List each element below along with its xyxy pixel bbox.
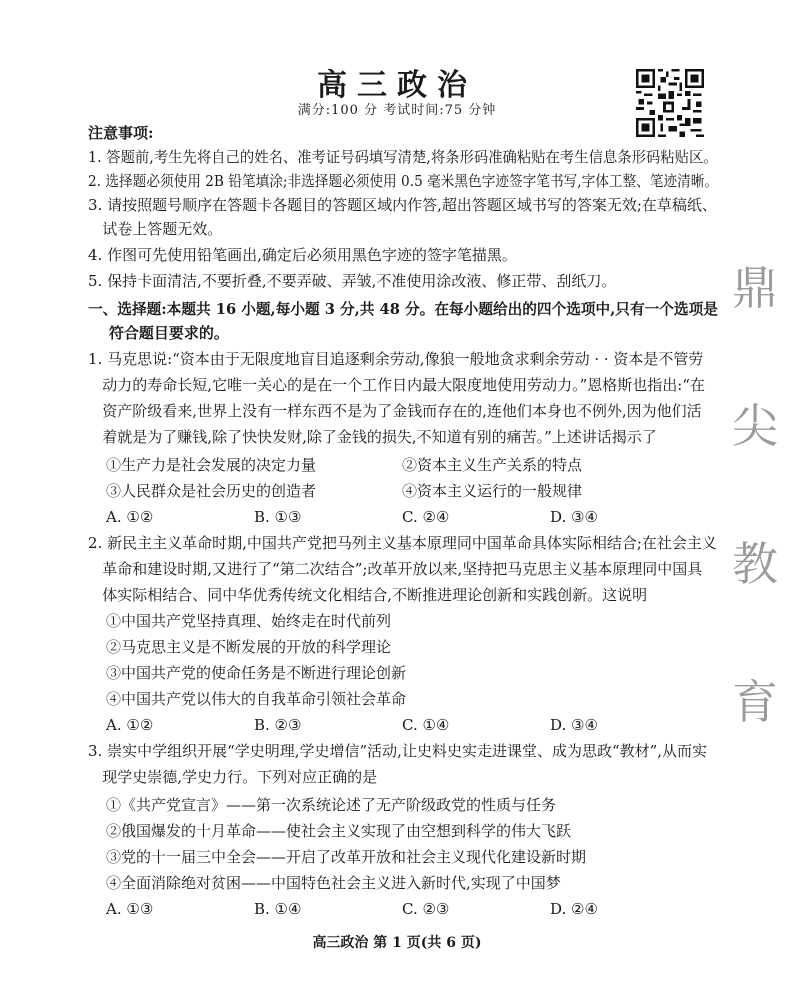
section-heading: 符合题目要求的。 <box>88 324 229 342</box>
question-3-statement: ④全面消除绝对贫困——中国特色社会主义进入新时代,实现了中国梦 <box>106 874 561 892</box>
question-2-statement: ④中国共产党以伟大的自我革命引领社会革命 <box>106 690 407 708</box>
question-2-statement: ③中国共产党的使命任务是不断进行理论创新 <box>106 664 407 682</box>
question-3-stem: 现学史崇德,学史力行。下列对应正确的是 <box>88 768 378 786</box>
question-2-option-d: D. ③④ <box>550 716 598 734</box>
note-line: 试卷上答题无效。 <box>88 220 223 238</box>
question-3-statement: ③党的十一届三中全会——开启了改革开放和社会主义现代化建设新时期 <box>106 848 587 866</box>
question-2-statement: ②马克思主义是不断发展的开放的科学理论 <box>106 638 392 656</box>
question-1-statement: ④资本主义运行的一般规律 <box>402 482 583 500</box>
watermark-char: 育 <box>732 675 778 729</box>
question-3-option-b: B. ①④ <box>254 900 302 918</box>
question-2-option-b: B. ②③ <box>254 716 302 734</box>
page-footer: 高三政治 第 1 页(共 6 页) <box>312 935 482 951</box>
question-2-stem: 体实际相结合、同中华优秀传统文化相结合,不断推进理论创新和实践创新。这说明 <box>88 586 648 604</box>
watermark-char: 尖 <box>732 399 778 453</box>
question-1-stem: 资产阶级看来,世界上没有一样东西不是为了金钱而存在的,连他们本身也不例外,因为他们活 <box>88 402 702 420</box>
watermark-char: 鼎 <box>732 261 778 315</box>
question-1-stem: 1. 马克思说:“资本由于无限度地盲目追逐剩余劳动,像狼一般地贪求剩余劳动 · · 资本是不管劳 <box>88 350 704 368</box>
note-line: 2. 选择题必须使用 2B 铅笔填涂;非选择题必须使用 0.5 毫米黑色字迹签字笔书写,字体工整、笔迹清晰。 <box>88 172 719 190</box>
question-1-option-a: A. ①② <box>106 508 154 526</box>
question-3-statement: ②俄国爆发的十月革命——使社会主义实现了由空想到科学的伟大飞跃 <box>106 822 572 840</box>
question-3-option-c: C. ②③ <box>402 900 450 918</box>
question-3-stem: 3. 崇实中学组织开展“学史明理,学史增信”活动,让史料史实走进课堂、成为思政“教材”,从而实 <box>88 742 708 760</box>
question-1-stem: 动力的寿命长短,它唯一关心的是在一个工作日内最大限度地使用劳动力。”恩格斯也指出:“在 <box>88 376 705 394</box>
question-2-option-c: C. ①④ <box>402 716 450 734</box>
question-3-option-a: A. ①③ <box>106 900 154 918</box>
question-1-statement: ③人民群众是社会历史的创造者 <box>106 482 317 500</box>
question-1-statement: ②资本主义生产关系的特点 <box>402 456 583 474</box>
note-line: 1. 答题前,考生先将自己的姓名、准考证号码填写清楚,将条形码准确粘贴在考生信息条形码粘贴区。 <box>88 148 718 166</box>
question-1-stem: 着就是为了赚钱,除了快快发财,除了金钱的损失,不知道有别的痛苦。”上述讲话揭示了 <box>88 428 657 446</box>
question-1-option-b: B. ①③ <box>254 508 302 526</box>
question-1-option-d: D. ③④ <box>550 508 598 526</box>
page-title: 高三政治 <box>317 68 477 103</box>
exam-info: 满分:100 分 考试时间:75 分钟 <box>297 103 497 118</box>
section-heading: 一、选择题:本题共 16 小题,每小题 3 分,共 48 分。在每小题给出的四个选项中,只有一个选项是 <box>88 300 718 318</box>
question-2-option-a: A. ①② <box>106 716 154 734</box>
question-1-option-c: C. ②④ <box>402 508 450 526</box>
question-3-option-d: D. ②④ <box>550 900 598 918</box>
question-2-stem: 2. 新民主主义革命时期,中国共产党把马列主义基本原理同中国革命具体实际相结合;在社会主义 <box>88 534 717 552</box>
notes-heading: 注意事项: <box>88 124 154 142</box>
watermark-char: 教 <box>732 537 778 591</box>
note-line: 4. 作图可先使用铅笔画出,确定后必须用黑色字迹的签字笔描黑。 <box>88 246 517 264</box>
note-line: 3. 请按照题号顺序在答题卡各题目的答题区域内作答,超出答题区域书写的答案无效;在草稿纸、 <box>88 196 717 214</box>
note-line: 5. 保持卡面清洁,不要折叠,不要弄破、弄皱,不准使用涂改液、修正带、刮纸刀。 <box>88 272 617 290</box>
question-2-stem: 革命和建设时期,又进行了“第二次结合”;改革开放以来,坚持把马克思主义基本原理同中国具 <box>88 560 703 578</box>
qr-code-icon <box>636 69 704 137</box>
question-1-statement: ①生产力是社会发展的决定力量 <box>106 456 317 474</box>
question-3-statement: ①《共产党宣言》——第一次系统论述了无产阶级政党的性质与任务 <box>106 796 557 814</box>
question-2-statement: ①中国共产党坚持真理、始终走在时代前列 <box>106 612 392 630</box>
